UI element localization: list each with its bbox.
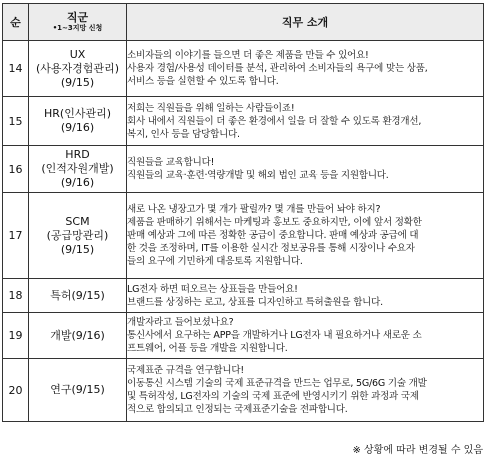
table-row	[3, 359, 484, 422]
header-job-note: •1~3지망 신청	[52, 24, 103, 32]
job-description-line: 소비자들의 이야기를 들으면 더 좋은 제품을 만들 수 있어요!	[127, 50, 369, 61]
job-description-cell	[127, 279, 484, 313]
row-number: 16	[3, 146, 29, 193]
job-description-line: 한 것을 조정하며, IT를 이용한 실시간 정보공유를 통해 시장이나 수요자	[127, 243, 415, 254]
job-description-line: 저희는 직원들을 위해 일하는 사람들이죠!	[127, 102, 295, 114]
table-row	[3, 193, 484, 279]
header-no: 순	[3, 4, 29, 41]
job-description-line: 제품을 판매하기 위해서는 마케팅과 홍보도 중요하지만, 이에 앞서 정확한	[127, 217, 422, 228]
job-description-cell	[127, 313, 484, 359]
job-description-line: 서비스 등을 실현할 수 있도록 합니다.	[127, 76, 279, 87]
job-name-line: (인적자원개발)	[41, 162, 114, 175]
job-description-cell	[127, 193, 484, 279]
job-name-line: 개발(9/16)	[50, 328, 105, 342]
job-description-line: 개발자라고 들어보셨나요?	[127, 317, 234, 328]
job-description-line: 통신사에서 요구하는 APP을 개발하거나 LG전자 내 필요하거나 새로운 소	[127, 330, 422, 341]
job-name-line: (9/16)	[60, 121, 95, 134]
table-row	[3, 146, 484, 193]
job-name-line: (공급망관리)	[46, 228, 109, 242]
job-name-line: (9/16)	[60, 176, 95, 189]
job-name-cell	[29, 279, 127, 313]
table-row	[3, 279, 484, 313]
job-description-line: 판매 예상과 그에 따른 정확한 공급이 중요합니다. 판매 예상과 공급에 대	[127, 230, 419, 241]
row-number: 18	[3, 279, 29, 313]
job-description-cell	[127, 146, 484, 193]
job-description-line: 적으로 합의되고 인정되는 국제표준기술을 전파합니다.	[127, 404, 348, 415]
job-name-line: HR(인사관리)	[43, 107, 111, 120]
job-description-cell	[127, 41, 484, 97]
job-description-line: 프트웨어, 어플 등을 개발을 지원합니다.	[127, 343, 288, 354]
job-name-line: HRD	[65, 148, 90, 161]
job-description-line: 브랜드를 상징하는 로고, 상표를 디자인하고 특허출원을 합니다.	[127, 296, 383, 308]
job-description-line: 회사 내에서 직원들이 더 좋은 환경에서 일을 더 잘할 수 있도록 환경개선,	[127, 115, 422, 127]
row-number: 17	[3, 193, 29, 279]
job-description-line: 복지, 인사 등을 담당합니다.	[127, 128, 240, 140]
job-name-line: (9/15)	[60, 242, 95, 256]
row-number: 19	[3, 313, 29, 359]
table-body	[3, 41, 484, 422]
row-number: 20	[3, 359, 29, 422]
job-name-line: (9/15)	[60, 75, 95, 89]
job-name-cell	[29, 146, 127, 193]
job-description-line: 들의 요구에 기민하게 대응토록 지원합니다.	[127, 256, 303, 267]
job-description-cell	[127, 97, 484, 146]
job-description-line: 이동통신 시스템 기술의 국제 표준규격을 만드는 업무로, 5G/6G 기술 개발	[127, 378, 427, 389]
table-row	[3, 97, 484, 146]
table-row	[3, 41, 484, 97]
row-number: 14	[3, 41, 29, 97]
job-table	[2, 3, 484, 422]
job-description-line: LG전자 하면 떠오르는 상표들을 만들어요!	[127, 283, 298, 295]
job-table-container	[2, 3, 484, 422]
job-description-line: 새로 나온 냉장고가 몇 개가 팔릴까? 몇 개를 만들어 놔야 하지?	[127, 204, 381, 215]
table-header-row	[3, 4, 484, 41]
footnote: ※ 상황에 따라 변경될 수 있음	[352, 445, 483, 456]
row-number: 15	[3, 97, 29, 146]
job-name-line: 특허(9/15)	[50, 288, 105, 302]
job-description-line: 국제표준 규격을 연구합니다!	[127, 365, 244, 376]
job-description-line: 및 특허작성, LG전자의 기술의 국제 표준에 반영시키기 위한 과정과 국제	[127, 391, 419, 402]
header-job	[29, 4, 127, 41]
job-description-line: 직원들의 교육·훈련·역량개발 및 해외 법인 교육 등을 지원합니다.	[127, 170, 389, 181]
job-name-cell	[29, 193, 127, 279]
header-desc: 직무 소개	[127, 4, 484, 41]
job-name-line: (사용자경험관리)	[36, 61, 119, 75]
job-description-line: 직원들을 교육합니다!	[127, 157, 215, 168]
job-name-cell	[29, 313, 127, 359]
job-name-cell	[29, 97, 127, 146]
job-description-cell	[127, 359, 484, 422]
job-name-line: 연구(9/15)	[50, 383, 105, 396]
job-name-line: SCM	[65, 214, 90, 228]
job-description-line: 사용자 경험/사용성 데이터를 분석, 관리하여 소비자들의 욕구에 맞는 상품,	[127, 63, 428, 74]
job-name-cell	[29, 41, 127, 97]
table-row	[3, 313, 484, 359]
job-name-cell	[29, 359, 127, 422]
job-name-line: UX	[69, 47, 86, 61]
header-job-title: 직군	[66, 11, 89, 24]
